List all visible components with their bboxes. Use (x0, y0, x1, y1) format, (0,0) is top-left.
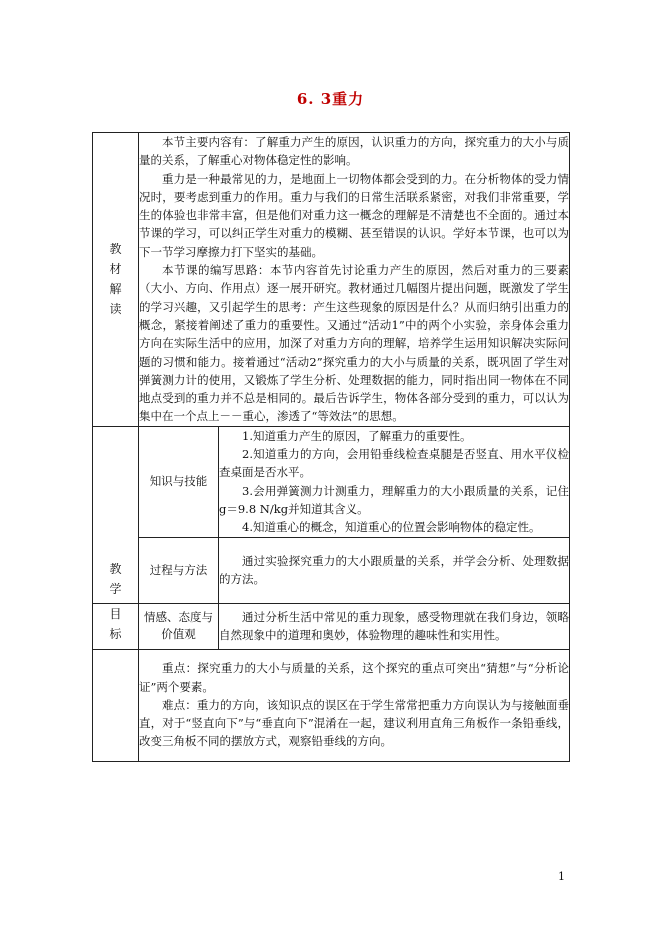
process-content (219, 537, 570, 603)
reading-row (93, 133, 570, 427)
process-row (93, 537, 570, 603)
objectives-label-bottom (93, 603, 139, 649)
knowledge-content (219, 426, 570, 537)
process-text: 通过实验探究重力的大小跟质量的关系，并学会分析、处理数据的方法。 (219, 553, 569, 587)
key-points-label (93, 649, 139, 761)
objectives-label-char: 标 (109, 626, 122, 641)
key-point: 难点：重力的方向，该知识点的误区在于学生常常把重力方向误认为与接触面垂直，对于“竖直向下”与“垂直向下”混淆在一起，建议利用直角三角板作一条铅垂线，改变三角板不同的摆放方式，观察铅垂线的方向。 (139, 697, 569, 749)
process-label: 过程与方法 (139, 537, 219, 603)
reading-label (93, 133, 139, 427)
key-points-row (93, 649, 570, 761)
objectives-label-char: 目 (109, 606, 122, 621)
key-point: 重点：探究重力的大小与质量的关系，这个探究的重点可突出“猜想”与“分析论证”两个要素。 (139, 661, 569, 694)
objectives-label-top (93, 426, 139, 603)
reading-paragraph: 本节课的编写思路：本节内容首先讨论重力产生的原因，然后对重力的三要素（大小、方向、作用点）逐一展开研究。教材通过几幅图片提出问题，既激发了学生的学习兴趣，又引起学生的思考：产生这些现象的原因是什么？从而归纳引出重力的概念，紧接着阐述了重力的重要性。又通过“活动1”中的两个小实验，亲身体会重力方向在实际生活中的应用，加深了对重力方向的理解，培养学生运用知识解决实际问题的习惯和能力。接着通过“活动2”探究重力的大小与质量的关系，既巩固了学生对弹簧测力计的使用，又锻炼了学生分析、处理数据的能力，同时指出同一物体在不同地点受到的重力并不总是相同的。最后告诉学生，物体各部分受到的重力，可以认为集中在一个点上－－重心，渗透了“等效法”的思想。 (139, 263, 569, 424)
page-title: 6. 3重力 (296, 90, 365, 108)
lesson-plan-table (92, 132, 570, 762)
reading-label-char: 教 (109, 242, 122, 257)
reading-label-char: 解 (109, 282, 122, 297)
page-number: 1 (558, 870, 565, 883)
knowledge-item: 1.知道重力产生的原因，了解重力的重要性。 (242, 428, 472, 443)
knowledge-item: 2.知道重力的方向，会用铅垂线检查桌腿是否竖直、用水平仪检查桌面是否水平。 (219, 447, 569, 480)
reading-paragraph: 本节主要内容有：了解重力产生的原因，认识重力的方向，探究重力的大小与质量的关系，了解重心对物体稳定性的影响。 (139, 135, 569, 168)
emotion-content (219, 603, 570, 649)
knowledge-item: 4.知道重心的概念，知道重心的位置会影响物体的稳定性。 (242, 520, 541, 535)
knowledge-row (93, 426, 570, 537)
key-points-content (139, 649, 570, 761)
reading-paragraph: 重力是一种最常见的力，是地面上一切物体都会受到的力。在分析物体的受力情况时，要考虑到重力的作用。重力与我们的日常生活联系紧密，对我们非常重要，学生的体验也非常丰富，但是他们对重力这一概念的理解是不清楚也不全面的。通过本节课的学习，可以纠正学生对重力的模糊、甚至错误的认识。学好本节课，也可以为下一节学习摩擦力打下坚实的基础。 (139, 171, 569, 259)
knowledge-label: 知识与技能 (139, 426, 219, 537)
objectives-label-char: 学 (109, 581, 122, 596)
knowledge-item: 3.会用弹簧测力计测重力，理解重力的大小跟质量的关系，记住g＝9.8 N/kg并知道其含义。 (219, 483, 569, 516)
emotion-row (93, 603, 570, 649)
reading-label-char: 材 (109, 262, 122, 277)
emotion-text: 通过分析生活中常见的重力现象，感受物理就在我们身边，领略自然现象中的道理和奥妙，体验物理的趣味性和实用性。 (219, 609, 569, 643)
reading-label-char: 读 (109, 302, 122, 317)
reading-content (139, 133, 570, 427)
objectives-label-char: 教 (109, 561, 122, 576)
emotion-label: 情感、态度与价值观 (139, 603, 219, 649)
